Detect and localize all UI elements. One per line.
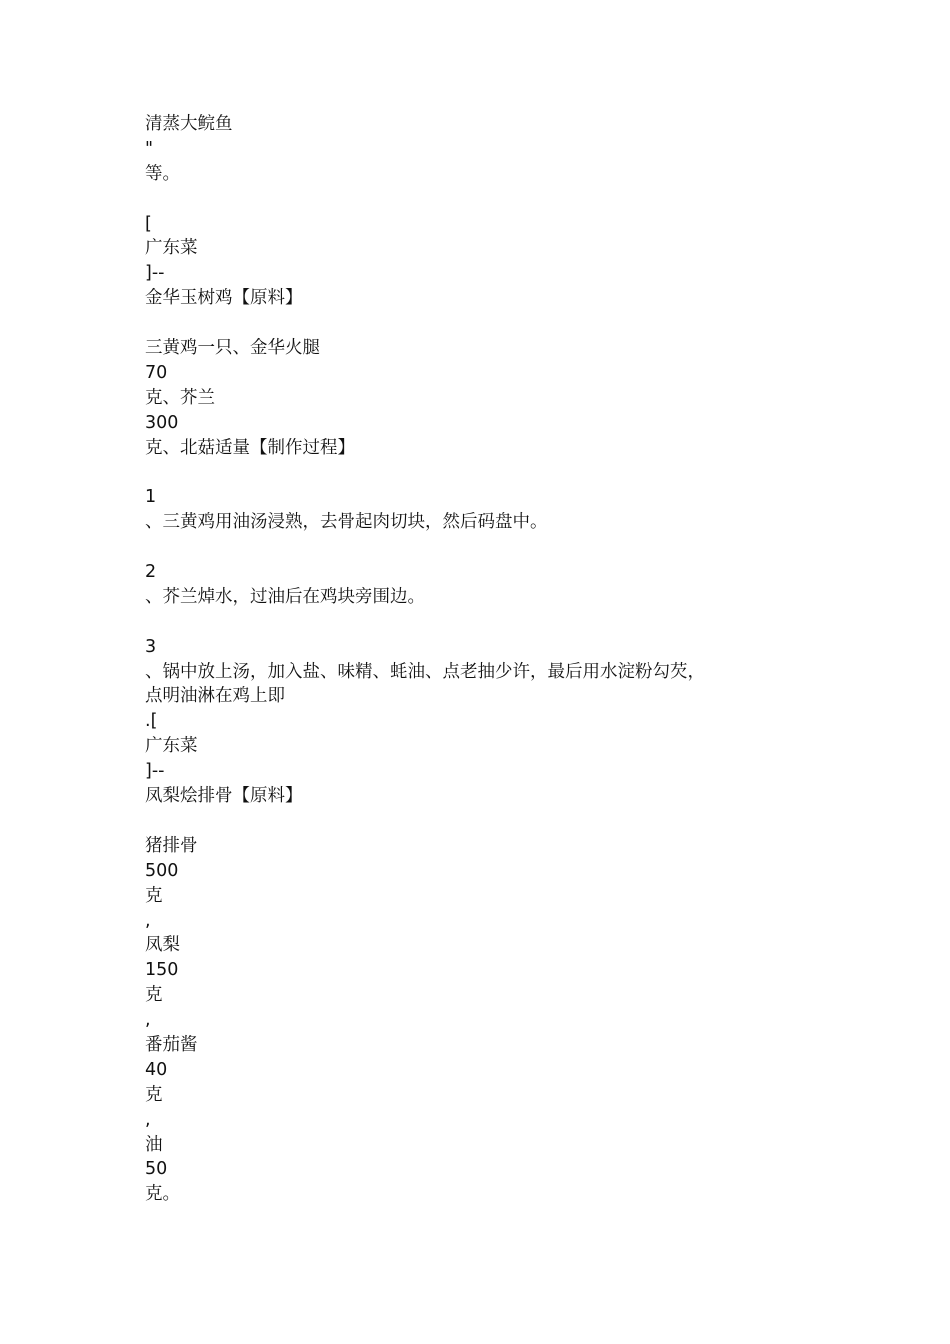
step-text: 、三黄鸡用油汤浸熟，去骨起肉切块，然后码盘中。 bbox=[145, 512, 548, 533]
text-line: 等。 bbox=[145, 163, 180, 184]
step-text: 点明油淋在鸡上即 bbox=[145, 686, 285, 707]
text-line: ]-- bbox=[145, 761, 165, 782]
ingredient-line: 猪排骨 bbox=[145, 835, 198, 856]
section-category: 广东菜 bbox=[145, 736, 198, 757]
text-line: .[ bbox=[145, 711, 158, 732]
ingredient-line: 克。 bbox=[145, 1184, 180, 1205]
ingredient-line: , bbox=[145, 910, 151, 931]
ingredient-line: 70 bbox=[145, 362, 168, 383]
blank-line bbox=[145, 610, 825, 635]
step-number: 2 bbox=[145, 562, 157, 583]
ingredient-line: 克、北菇适量【制作过程】 bbox=[145, 437, 355, 458]
ingredient-line: 40 bbox=[145, 1059, 168, 1080]
step-text: 、芥兰焯水，过油后在鸡块旁围边。 bbox=[145, 586, 425, 607]
ingredient-line: 番茄酱 bbox=[145, 1034, 198, 1055]
blank-line bbox=[145, 460, 825, 485]
section-category: 广东菜 bbox=[145, 238, 198, 259]
step-number: 3 bbox=[145, 636, 157, 657]
recipe-title: 金华玉树鸡【原料】 bbox=[145, 288, 303, 309]
step-text: 、锅中放上汤，加入盐、味精、蚝油、点老抽少许，最后用水淀粉勾芡， bbox=[145, 661, 705, 682]
ingredient-line: 150 bbox=[145, 960, 179, 981]
ingredient-line: 克 bbox=[145, 1084, 163, 1105]
blank-line bbox=[145, 311, 825, 336]
ingredient-line: 克 bbox=[145, 985, 163, 1006]
ingredient-line: 凤梨 bbox=[145, 935, 180, 956]
text-line: [ bbox=[145, 213, 152, 234]
recipe-title: 凤梨烩排骨【原料】 bbox=[145, 786, 303, 807]
text-line: 清蒸大鲩鱼 bbox=[145, 114, 233, 134]
text-line: ]-- bbox=[145, 263, 165, 284]
ingredient-line: , bbox=[145, 1010, 151, 1031]
ingredient-line: , bbox=[145, 1109, 151, 1130]
step-number: 1 bbox=[145, 487, 157, 508]
text-line: " bbox=[145, 138, 154, 159]
ingredient-line: 克 bbox=[145, 885, 163, 906]
ingredient-line: 油 bbox=[145, 1134, 163, 1155]
blank-line bbox=[145, 187, 825, 212]
document-page bbox=[145, 112, 825, 1207]
ingredient-line: 500 bbox=[145, 860, 179, 881]
ingredient-line: 300 bbox=[145, 412, 179, 433]
blank-line bbox=[145, 809, 825, 834]
ingredient-line: 三黄鸡一只、金华火腿 bbox=[145, 338, 320, 359]
ingredient-line: 50 bbox=[145, 1159, 168, 1180]
ingredient-line: 克、芥兰 bbox=[145, 387, 215, 408]
blank-line bbox=[145, 535, 825, 560]
